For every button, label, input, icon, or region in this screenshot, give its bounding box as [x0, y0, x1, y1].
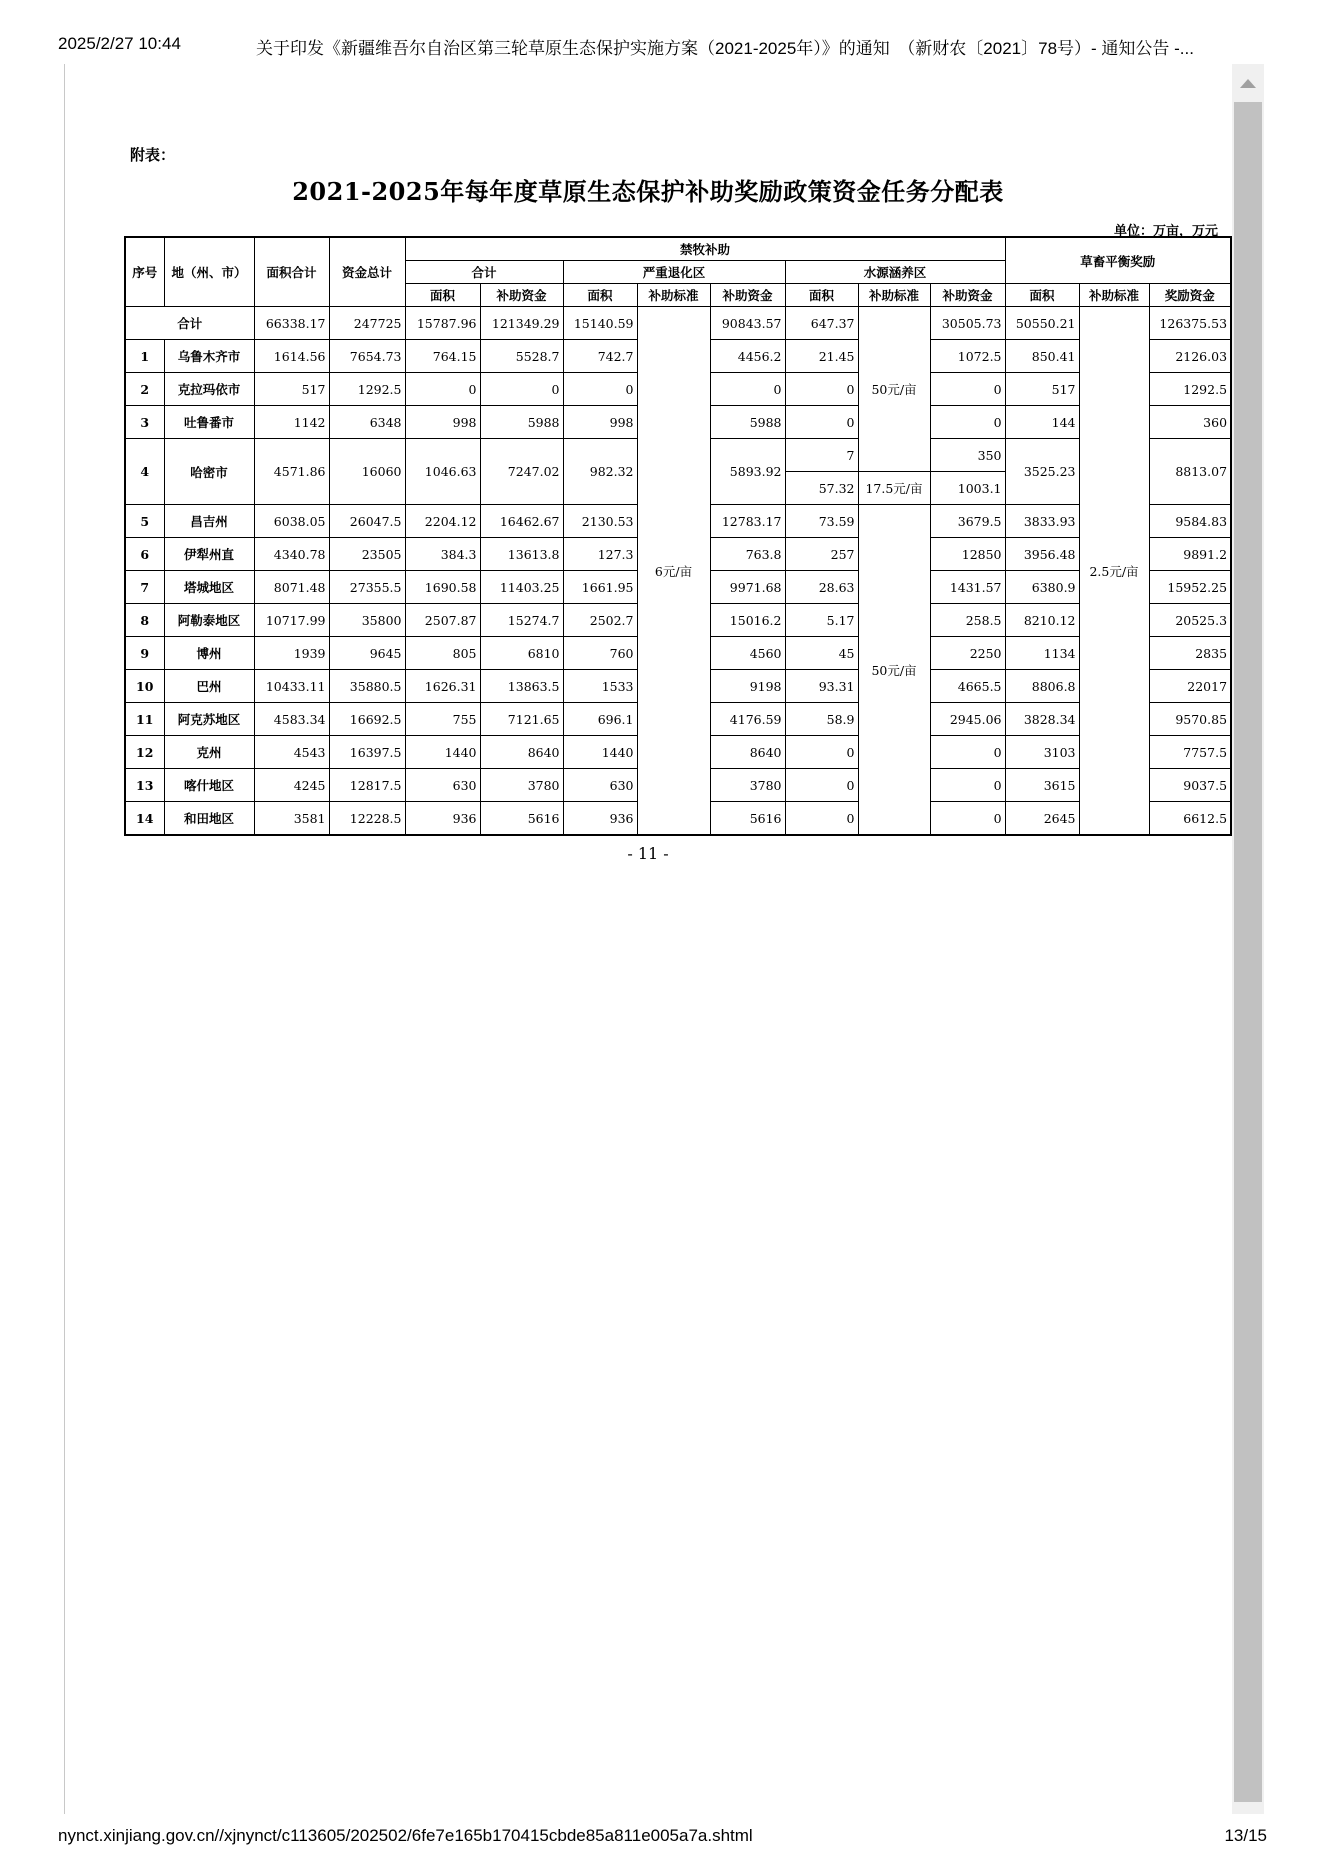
table-cell: 7757.5: [1149, 736, 1231, 769]
table-cell: 1431.57: [930, 571, 1005, 604]
print-footer: [58, 1826, 1267, 1848]
table-cell: 7247.02: [480, 439, 563, 505]
table-cell: 5.17: [785, 604, 858, 637]
table-cell: 2835: [1149, 637, 1231, 670]
row-region: 塔城地区: [164, 571, 254, 604]
header-standard: 补助标准: [637, 284, 710, 307]
table-cell: 13863.5: [480, 670, 563, 703]
table-cell: 0: [405, 373, 480, 406]
table-cell: 6612.5: [1149, 802, 1231, 836]
standard-balance: 2.5元/亩: [1079, 307, 1149, 836]
table-cell: 0: [930, 373, 1005, 406]
table-cell: 12850: [930, 538, 1005, 571]
table-cell: 5988: [480, 406, 563, 439]
table-cell: 1533: [563, 670, 637, 703]
table-cell: 998: [563, 406, 637, 439]
table-cell: 8640: [710, 736, 785, 769]
table-cell: 805: [405, 637, 480, 670]
table-cell: 144: [1005, 406, 1079, 439]
row-region: 吐鲁番市: [164, 406, 254, 439]
table-cell: 0: [563, 373, 637, 406]
standard-water-b: 50元/亩: [858, 505, 930, 836]
table-cell: 1292.5: [329, 373, 405, 406]
row-region: 阿克苏地区: [164, 703, 254, 736]
table-cell: 10433.11: [254, 670, 329, 703]
table-cell: 2250: [930, 637, 1005, 670]
row-number: 5: [125, 505, 164, 538]
table-cell: 20525.3: [1149, 604, 1231, 637]
table-cell: 4571.86: [254, 439, 329, 505]
table-cell: 350: [930, 439, 1005, 472]
table-cell: 8806.8: [1005, 670, 1079, 703]
table-cell: 13613.8: [480, 538, 563, 571]
standard-water-a: 50元/亩: [858, 307, 930, 472]
table-cell: 760: [563, 637, 637, 670]
table-cell: 12783.17: [710, 505, 785, 538]
table-cell: 3828.34: [1005, 703, 1079, 736]
standard-degraded: 6元/亩: [637, 307, 710, 836]
table-cell: 3615: [1005, 769, 1079, 802]
header-area: 面积: [1005, 284, 1079, 307]
table-cell: 4176.59: [710, 703, 785, 736]
table-cell: 15274.7: [480, 604, 563, 637]
table-cell: 7654.73: [329, 340, 405, 373]
table-cell: 4665.5: [930, 670, 1005, 703]
row-region: 伊犁州直: [164, 538, 254, 571]
table-cell: 5988: [710, 406, 785, 439]
row-number: 14: [125, 802, 164, 836]
scroll-up-arrow-icon[interactable]: [1232, 72, 1264, 94]
table-cell: 6810: [480, 637, 563, 670]
row-number: 9: [125, 637, 164, 670]
table-cell: 9037.5: [1149, 769, 1231, 802]
table-cell: 2945.06: [930, 703, 1005, 736]
table-cell: 26047.5: [329, 505, 405, 538]
table-cell: 7: [785, 439, 858, 472]
table-cell: 6348: [329, 406, 405, 439]
table-cell: 35800: [329, 604, 405, 637]
print-url: nynct.xinjiang.gov.cn//xjnynct/c113605/202502/6fe7e165b170415cbde85a811e005a7a.shtml: [58, 1826, 753, 1845]
table-cell: 3833.93: [1005, 505, 1079, 538]
table-cell: 15787.96: [405, 307, 480, 340]
row-region: 博州: [164, 637, 254, 670]
table-cell: 9971.68: [710, 571, 785, 604]
header-area: 面积: [563, 284, 637, 307]
table-cell: 982.32: [563, 439, 637, 505]
vertical-scrollbar[interactable]: [1232, 64, 1264, 1814]
table-cell: 16397.5: [329, 736, 405, 769]
header-subsidy-fund: 补助资金: [480, 284, 563, 307]
table-cell: 28.63: [785, 571, 858, 604]
table-row-total: [125, 307, 1231, 340]
table-cell: 0: [930, 736, 1005, 769]
table-cell: 15016.2: [710, 604, 785, 637]
table-cell: 1142: [254, 406, 329, 439]
row-number: 7: [125, 571, 164, 604]
row-region: 克拉玛依市: [164, 373, 254, 406]
table-cell: 0: [930, 802, 1005, 836]
table-cell: 257: [785, 538, 858, 571]
header-fund-total: 资金总计: [329, 237, 405, 307]
header-area-total: 面积合计: [254, 237, 329, 307]
table-cell: 21.45: [785, 340, 858, 373]
table-cell: 3525.23: [1005, 439, 1079, 505]
row-region: 哈密市: [164, 439, 254, 505]
row-region: 昌吉州: [164, 505, 254, 538]
table-cell: 10717.99: [254, 604, 329, 637]
table-cell: 1661.95: [563, 571, 637, 604]
row-number: 11: [125, 703, 164, 736]
row-region: 喀什地区: [164, 769, 254, 802]
table-cell: 850.41: [1005, 340, 1079, 373]
total-label: 合计: [125, 307, 254, 340]
table-cell: 30505.73: [930, 307, 1005, 340]
header-area: 面积: [405, 284, 480, 307]
table-cell: 4560: [710, 637, 785, 670]
row-number: 10: [125, 670, 164, 703]
header-seq: 序号: [125, 237, 164, 307]
table-cell: 4340.78: [254, 538, 329, 571]
table-cell: 9645: [329, 637, 405, 670]
table-cell: 1440: [405, 736, 480, 769]
table-cell: 121349.29: [480, 307, 563, 340]
table-cell: 0: [785, 736, 858, 769]
table-cell: 0: [785, 802, 858, 836]
table-cell: 5616: [710, 802, 785, 836]
table-cell: 384.3: [405, 538, 480, 571]
table-cell: 2507.87: [405, 604, 480, 637]
table-cell: 12817.5: [329, 769, 405, 802]
table-cell: 15952.25: [1149, 571, 1231, 604]
table-cell: 755: [405, 703, 480, 736]
table-cell: 5616: [480, 802, 563, 836]
row-number: 6: [125, 538, 164, 571]
table-cell: 1072.5: [930, 340, 1005, 373]
table-cell: 50550.21: [1005, 307, 1079, 340]
table-cell: 16462.67: [480, 505, 563, 538]
table-cell: 8813.07: [1149, 439, 1231, 505]
header-reward-fund: 奖励资金: [1149, 284, 1231, 307]
row-number: 4: [125, 439, 164, 505]
table-cell: 8071.48: [254, 571, 329, 604]
table-cell: 90843.57: [710, 307, 785, 340]
row-region: 阿勒泰地区: [164, 604, 254, 637]
allocation-table: [124, 236, 1232, 836]
table-cell: 8640: [480, 736, 563, 769]
standard-water-hami: 17.5元/亩: [858, 472, 930, 505]
table-cell: 9198: [710, 670, 785, 703]
table-cell: 936: [563, 802, 637, 836]
table-cell: 258.5: [930, 604, 1005, 637]
header-degraded: 严重退化区: [563, 261, 785, 284]
table-cell: 4583.34: [254, 703, 329, 736]
print-date: 2025/2/27 10:44: [58, 34, 181, 53]
table-cell: 6380.9: [1005, 571, 1079, 604]
scrollbar-thumb[interactable]: [1234, 102, 1262, 1802]
table-cell: 15140.59: [563, 307, 637, 340]
table-cell: 5893.92: [710, 439, 785, 505]
document-page: [64, 64, 1232, 1814]
table-cell: 647.37: [785, 307, 858, 340]
table-cell: 73.59: [785, 505, 858, 538]
header-standard: 补助标准: [1079, 284, 1149, 307]
header-grazing-ban: 禁牧补助: [405, 237, 1005, 261]
table-cell: 0: [710, 373, 785, 406]
table-cell: 2204.12: [405, 505, 480, 538]
table-cell: 5528.7: [480, 340, 563, 373]
table-cell: 1003.1: [930, 472, 1005, 505]
table-cell: 0: [930, 406, 1005, 439]
table-cell: 3679.5: [930, 505, 1005, 538]
row-region: 和田地区: [164, 802, 254, 836]
table-cell: 9584.83: [1149, 505, 1231, 538]
row-region: 巴州: [164, 670, 254, 703]
table-cell: 2645: [1005, 802, 1079, 836]
table-cell: 7121.65: [480, 703, 563, 736]
table-cell: 3581: [254, 802, 329, 836]
table-cell: 66338.17: [254, 307, 329, 340]
table-cell: 1046.63: [405, 439, 480, 505]
table-cell: 2502.7: [563, 604, 637, 637]
unit-note: 单位：万亩，万元: [1113, 224, 1218, 239]
table-cell: 4543: [254, 736, 329, 769]
table-cell: 45: [785, 637, 858, 670]
table-cell: 16692.5: [329, 703, 405, 736]
table-cell: 936: [405, 802, 480, 836]
table-cell: 9570.85: [1149, 703, 1231, 736]
table-cell: 11403.25: [480, 571, 563, 604]
table-cell: 27355.5: [329, 571, 405, 604]
table-cell: 127.3: [563, 538, 637, 571]
header-subsidy-fund: 补助资金: [710, 284, 785, 307]
document-title: 2021-2025年每年度草原生态保护补助奖励政策资金任务分配表: [292, 177, 1004, 206]
row-number: 3: [125, 406, 164, 439]
table-cell: 2126.03: [1149, 340, 1231, 373]
header-region: 地（州、市）: [164, 237, 254, 307]
header-subtotal: 合计: [405, 261, 563, 284]
table-cell: 0: [930, 769, 1005, 802]
table-cell: 517: [1005, 373, 1079, 406]
table-cell: 93.31: [785, 670, 858, 703]
table-cell: 1292.5: [1149, 373, 1231, 406]
table-cell: 696.1: [563, 703, 637, 736]
table-cell: 1939: [254, 637, 329, 670]
table-cell: 22017: [1149, 670, 1231, 703]
table-cell: 763.8: [710, 538, 785, 571]
header-balance: 草畜平衡奖励: [1005, 237, 1231, 284]
table-cell: 57.32: [785, 472, 858, 505]
table-cell: 0: [785, 373, 858, 406]
print-page-title: 关于印发《新疆维吾尔自治区第三轮草原生态保护实施方案（2021-2025年）》的通知 （新财农〔2021〕78号）- 通知公告 -...: [256, 39, 1194, 58]
table-cell: 247725: [329, 307, 405, 340]
table-cell: 630: [405, 769, 480, 802]
page-number: - 11 -: [627, 844, 669, 863]
header-area: 面积: [785, 284, 858, 307]
table-cell: 1440: [563, 736, 637, 769]
table-cell: 1614.56: [254, 340, 329, 373]
table-cell: 0: [785, 769, 858, 802]
table-cell: 0: [785, 406, 858, 439]
table-cell: 764.15: [405, 340, 480, 373]
header-standard: 补助标准: [858, 284, 930, 307]
table-cell: 630: [563, 769, 637, 802]
table-cell: 1626.31: [405, 670, 480, 703]
table-cell: 35880.5: [329, 670, 405, 703]
table-cell: 2130.53: [563, 505, 637, 538]
table-cell: 16060: [329, 439, 405, 505]
table-cell: 0: [480, 373, 563, 406]
row-number: 2: [125, 373, 164, 406]
table-cell: 23505: [329, 538, 405, 571]
table-cell: 58.9: [785, 703, 858, 736]
header-water: 水源涵养区: [785, 261, 1005, 284]
table-cell: 126375.53: [1149, 307, 1231, 340]
table-cell: 3103: [1005, 736, 1079, 769]
row-region: 乌鲁木齐市: [164, 340, 254, 373]
row-number: 13: [125, 769, 164, 802]
table-cell: 517: [254, 373, 329, 406]
table-cell: 360: [1149, 406, 1231, 439]
table-cell: 998: [405, 406, 480, 439]
row-number: 1: [125, 340, 164, 373]
print-page-count: 13/15: [1224, 1826, 1267, 1845]
header-subsidy-fund: 补助资金: [930, 284, 1005, 307]
table-cell: 3780: [480, 769, 563, 802]
print-header: [58, 34, 1282, 58]
table-cell: 1134: [1005, 637, 1079, 670]
row-region: 克州: [164, 736, 254, 769]
table-cell: 9891.2: [1149, 538, 1231, 571]
table-cell: 6038.05: [254, 505, 329, 538]
table-cell: 4456.2: [710, 340, 785, 373]
table-cell: 3780: [710, 769, 785, 802]
table-cell: 3956.48: [1005, 538, 1079, 571]
row-number: 8: [125, 604, 164, 637]
annex-label: 附表：: [130, 146, 176, 164]
table-cell: 12228.5: [329, 802, 405, 836]
table-cell: 4245: [254, 769, 329, 802]
table-cell: 1690.58: [405, 571, 480, 604]
row-number: 12: [125, 736, 164, 769]
table-cell: 742.7: [563, 340, 637, 373]
table-cell: 8210.12: [1005, 604, 1079, 637]
